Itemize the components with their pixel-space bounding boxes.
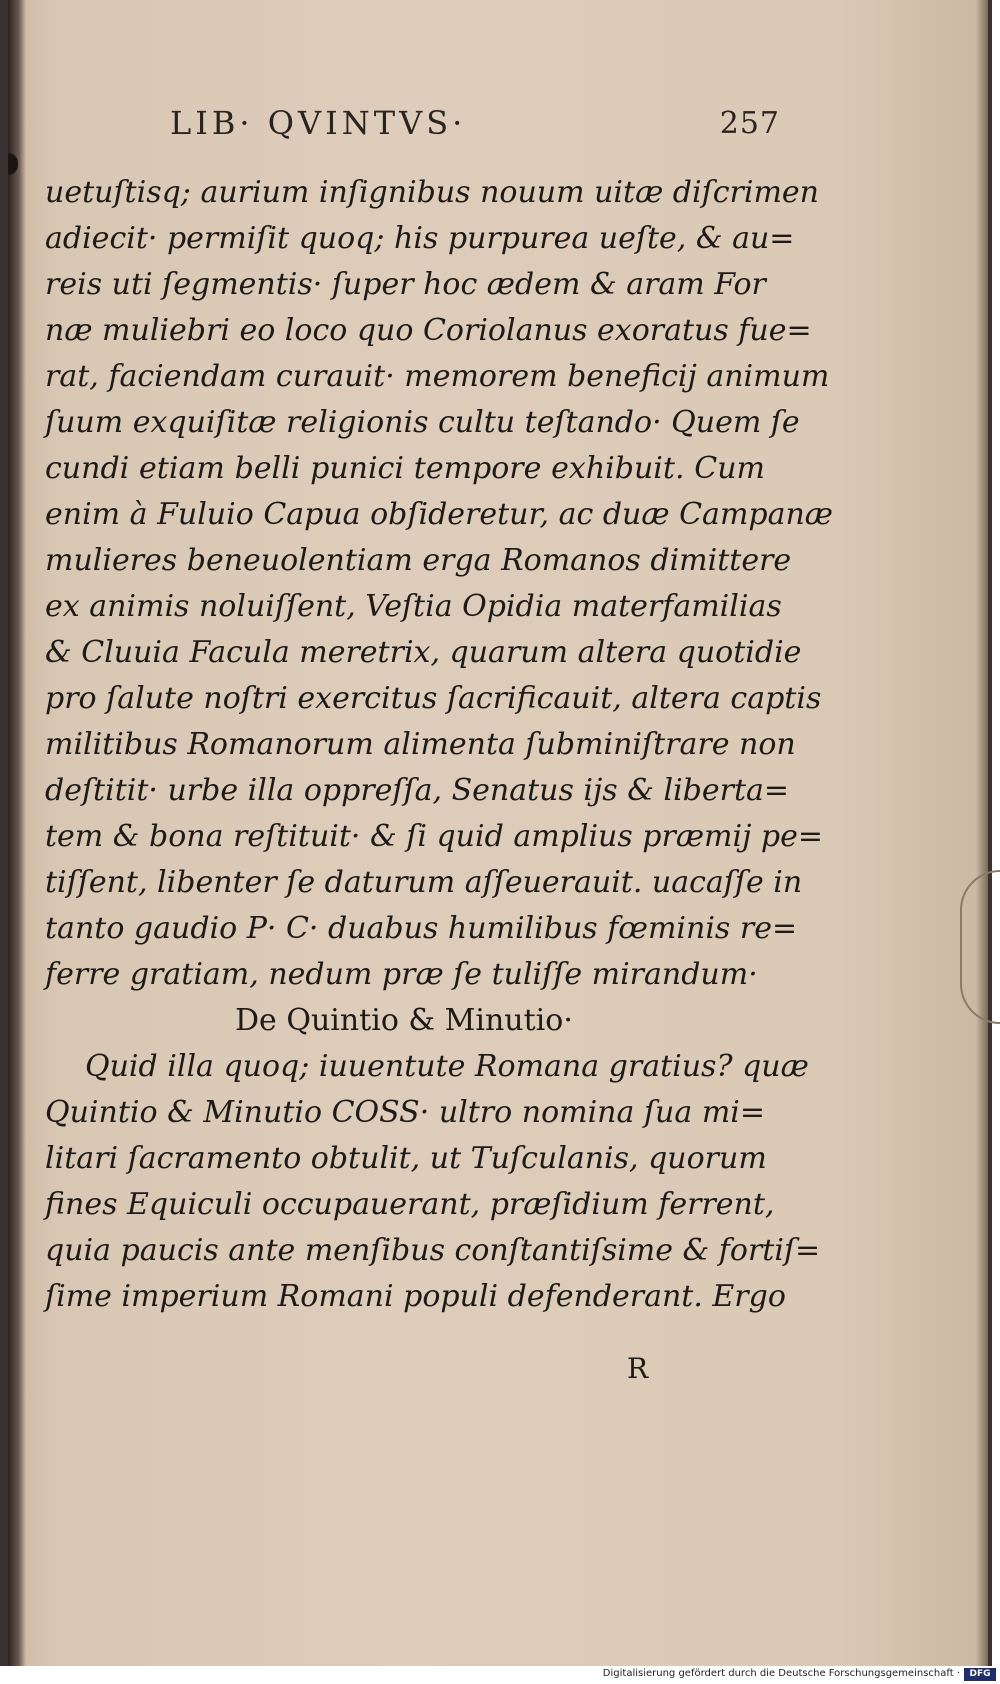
text-line: Quintio & Minutio COSS· ultro nomina ſua mi= <box>45 1095 765 1130</box>
text-line: reis uti ſegmentis· ſuper hoc ædem & aram For <box>45 267 766 302</box>
text-line: enim à Fuluio Capua obſideretur, ac duæ Campanæ <box>45 497 833 532</box>
body-text <box>45 170 833 1320</box>
text-line: ex animis noluiſſent, Veſtia Opidia materfamilias <box>45 589 782 624</box>
page-tab-outline <box>960 870 1000 1024</box>
text-line: næ muliebri eo loco quo Coriolanus exoratus fue= <box>45 313 812 348</box>
text-line: uetuſtisq; aurium inſignibus nouum uitæ diſcrimen <box>45 175 819 210</box>
dfg-logo: DFG <box>964 1668 996 1681</box>
catchword: R <box>627 1352 649 1385</box>
footer-bar <box>0 1666 1000 1684</box>
text-line: ſuum exquiſitæ religionis cultu teſtando· Quem ſe <box>45 405 800 440</box>
text-line: quia paucis ante menſibus conſtantiſsime & fortiſ= <box>45 1233 821 1268</box>
text-line: mulieres beneuolentiam erga Romanos dimittere <box>45 543 792 578</box>
text-line: adiecit· permiſit quoq; his purpurea ueſte, & au= <box>45 221 795 256</box>
page-number: 257 <box>719 106 780 141</box>
text-line: litari ſacramento obtulit, ut Tuſculanis, quorum <box>45 1141 767 1176</box>
text-line: militibus Romanorum alimenta ſubminiſtrare non <box>45 727 796 762</box>
text-line: ferre gratiam, nedum præ ſe tuliſſe mirandum· <box>45 957 758 992</box>
text-line: rat, faciendam curauit· memorem beneficij animum <box>45 359 830 394</box>
text-line: cundi etiam belli punici tempore exhibuit. Cum <box>45 451 765 486</box>
page-gutter-shadow <box>8 0 26 1666</box>
text-line: tem & bona reſtituit· & ſi quid amplius præmij pe= <box>45 819 824 854</box>
text-line: & Cluuia Facula meretrix, quarum altera quotidie <box>45 635 802 670</box>
text-line: Quid illa quoq; iuuentute Romana gratius? quæ <box>85 1049 809 1084</box>
text-line: pro ſalute noſtri exercitus ſacrificauit, altera captis <box>45 681 822 716</box>
text-line: ſime imperium Romani populi defenderant. Ergo <box>45 1279 786 1314</box>
page-edge-shadow <box>976 0 988 1666</box>
text-line: deſtitit· urbe illa oppreſſa, Senatus ijs & liberta= <box>45 773 790 808</box>
section-heading: De Quintio & Minutio· <box>235 1003 573 1038</box>
running-head <box>170 104 780 150</box>
funding-credit: Digitalisierung gefördert durch die Deutsche Forschungsgemeinschaft · <box>602 1668 960 1679</box>
text-line: tanto gaudio P· C· duabus humilibus fœminis re= <box>45 911 798 946</box>
running-head-title: LIB· QVINTVS· <box>170 104 467 142</box>
text-line: fines Equiculi occupauerant, præſidium ferrent, <box>45 1187 775 1222</box>
text-line: tiſſent, libenter ſe daturum aſſeuerauit. uacaſſe in <box>45 865 803 900</box>
